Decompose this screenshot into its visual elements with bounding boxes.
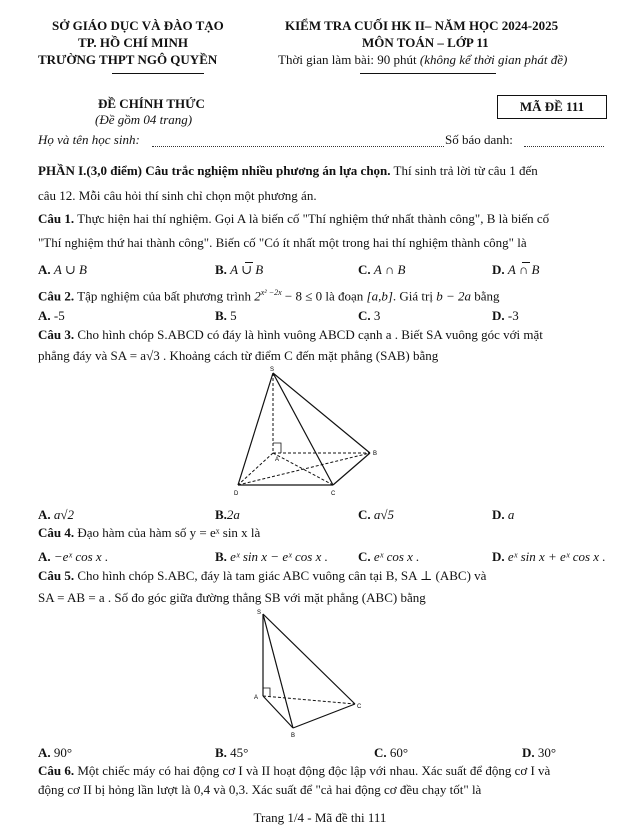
q3-option-b[interactable] bbox=[215, 507, 240, 523]
option-label: B. bbox=[215, 262, 227, 277]
q5-option-b[interactable] bbox=[215, 745, 248, 761]
q1-text-2: "Thí nghiệm thứ hai thành công". Biến cố "Có ít nhất một trong hai thí nghiệm thành công" là bbox=[38, 235, 527, 250]
option-label: D. bbox=[492, 308, 505, 323]
q4-option-d[interactable] bbox=[492, 549, 606, 565]
q2-text-c: là đoạn bbox=[322, 288, 367, 304]
q3-option-c[interactable] bbox=[358, 507, 394, 523]
q5-label-a: A bbox=[254, 695, 259, 701]
q3-label: Câu 3. bbox=[38, 327, 75, 342]
q5-edge-ac bbox=[263, 696, 355, 704]
student-id-field bbox=[524, 146, 604, 147]
exam-code-box: MÃ ĐỀ 111 bbox=[497, 95, 607, 119]
option-label: C. bbox=[374, 745, 387, 760]
q5-option-c-text: 60° bbox=[389, 745, 409, 760]
q3-option-c-text: a√5 bbox=[373, 507, 395, 522]
student-name-label: Họ và tên học sinh: bbox=[38, 132, 140, 147]
q3-option-d-text: a bbox=[507, 507, 515, 522]
option-label: C. bbox=[358, 507, 371, 522]
q3-option-a-text: a√2 bbox=[53, 507, 75, 522]
q4-option-c-text: eˣ cos x . bbox=[373, 549, 420, 564]
q5-option-b-text: 45° bbox=[230, 745, 249, 760]
option-label: B. bbox=[215, 507, 227, 522]
q4-label: Câu 4. bbox=[38, 525, 75, 540]
q2-option-c[interactable] bbox=[358, 308, 380, 324]
option-label: A. bbox=[38, 507, 51, 522]
option-label: A. bbox=[38, 262, 51, 277]
q2-text-a: Tập nghiệm của bất phương trình bbox=[74, 288, 255, 304]
q2-label: Câu 2. bbox=[38, 288, 75, 304]
q2-text-d: . Giá trị bbox=[392, 288, 437, 304]
q1-option-d-overline bbox=[522, 262, 530, 263]
q3-edge-sb bbox=[273, 373, 370, 453]
q3-label-a: A bbox=[275, 457, 280, 463]
q3-label-b: B bbox=[373, 451, 378, 457]
q6-text-2: động cơ II bị hỏng lần lượt là 0,4 và 0,3. Xác suất để "cả hai động cơ đều chạy tốt" là bbox=[38, 782, 482, 797]
q1-option-c[interactable] bbox=[358, 262, 405, 278]
option-label: C. bbox=[358, 262, 371, 277]
header-dept: SỞ GIÁO DỤC VÀ ĐÀO TẠO bbox=[52, 18, 224, 33]
header-left-underline bbox=[112, 73, 204, 74]
q5-edge-sc bbox=[263, 614, 355, 704]
student-id-label: Số báo danh: bbox=[445, 132, 513, 147]
q3-option-d[interactable] bbox=[492, 507, 514, 523]
q1-option-b[interactable] bbox=[215, 262, 263, 278]
q4-option-b-text: eˣ sin x − eˣ cos x . bbox=[230, 549, 328, 564]
q2-interval: [a,b] bbox=[366, 288, 393, 304]
q1-option-d[interactable] bbox=[492, 262, 539, 278]
q5-label-c: C bbox=[357, 704, 362, 710]
q1-option-a[interactable] bbox=[38, 262, 87, 278]
header-time-note: (không kể thời gian phát đề) bbox=[419, 52, 568, 67]
q3-text-2: phẳng đáy và SA = a√3 . Khoảng cách từ điểm C đến mặt phẳng (SAB) bằng bbox=[38, 348, 439, 363]
q5-label-b: B bbox=[291, 733, 296, 738]
option-label: B. bbox=[215, 308, 227, 323]
header-time bbox=[278, 52, 567, 68]
q1-line1 bbox=[38, 208, 549, 230]
option-label: C. bbox=[358, 549, 371, 564]
q4-option-a-text: −eˣ cos x . bbox=[53, 549, 109, 564]
option-label: C. bbox=[358, 308, 371, 323]
q5-right-angle-mark bbox=[263, 688, 270, 696]
q3-option-a[interactable] bbox=[38, 507, 74, 523]
q2-option-d[interactable] bbox=[492, 308, 519, 324]
option-label: D. bbox=[492, 262, 505, 277]
part1-intro-1: Thí sinh trả lời từ câu 1 đến bbox=[390, 163, 538, 178]
header-time-prefix: Thời gian làm bài: 90 phút bbox=[278, 52, 420, 67]
q2-expr: b − 2a bbox=[436, 288, 472, 304]
q1-text-1: Thực hiện hai thí nghiệm. Gọi A là biến cố "Thí nghiệm thứ nhất thành công", B là biến cố bbox=[74, 211, 550, 226]
q2-option-c-text: 3 bbox=[373, 308, 381, 323]
q5-option-d[interactable] bbox=[522, 745, 556, 761]
q4-option-b[interactable] bbox=[215, 549, 328, 565]
q4-option-a[interactable] bbox=[38, 549, 108, 565]
q2-option-b-text: 5 bbox=[230, 308, 237, 323]
option-label: A. bbox=[38, 745, 51, 760]
q2-base: 2 bbox=[254, 288, 261, 304]
q4-option-d-text: eˣ sin x + eˣ cos x . bbox=[507, 549, 606, 564]
option-label: D. bbox=[492, 507, 505, 522]
q3-option-b-text: 2a bbox=[226, 507, 240, 522]
q6-text-1: Một chiếc máy có hai động cơ I và II hoạt động độc lập với nhau. Xác suất để động cơ I và bbox=[74, 763, 551, 778]
q1-option-d-text: A ∩ B bbox=[507, 262, 540, 277]
q3-text-1: Cho hình chóp S.ABCD có đáy là hình vuông ABCD cạnh a . Biết SA vuông góc với mặt bbox=[74, 327, 543, 342]
option-label: A. bbox=[38, 308, 51, 323]
option-label: B. bbox=[215, 549, 227, 564]
q5-pyramid-figure bbox=[245, 608, 375, 738]
q6-label: Câu 6. bbox=[38, 763, 75, 778]
q2-option-d-text: -3 bbox=[507, 308, 519, 323]
q5-line1 bbox=[38, 565, 486, 587]
q3-label-d: D bbox=[234, 491, 239, 497]
part1-heading: PHẦN I.(3,0 điểm) Câu trắc nghiệm nhiều phương án lựa chọn. bbox=[38, 163, 391, 178]
q3-line1 bbox=[38, 324, 543, 346]
q4-line1 bbox=[38, 522, 260, 544]
header-city: TP. HỒ CHÍ MINH bbox=[78, 35, 189, 50]
q1-option-a-text: A ∪ B bbox=[53, 262, 87, 277]
header-exam: KIỂM TRA CUỐI HK II– NĂM HỌC 2024-2025 bbox=[285, 18, 559, 33]
q3-diag-db bbox=[238, 453, 370, 485]
student-name-field bbox=[152, 146, 444, 147]
q1-option-c-text: A ∩ B bbox=[373, 262, 406, 277]
q5-edge-bc bbox=[293, 704, 355, 728]
q2-text-e: bằng bbox=[471, 288, 500, 304]
option-label: B. bbox=[215, 745, 227, 760]
q5-option-d-text: 30° bbox=[537, 745, 557, 760]
q3-label-s: S bbox=[270, 367, 275, 373]
q5-edge-sb bbox=[263, 614, 293, 728]
q2-option-b[interactable] bbox=[215, 308, 237, 324]
q5-label: Câu 5. bbox=[38, 568, 75, 583]
q3-edge-sc bbox=[273, 373, 333, 485]
part1-line1 bbox=[38, 160, 538, 182]
q2-exponent: x² −2x bbox=[260, 288, 282, 297]
official-title: ĐỀ CHÍNH THỨC bbox=[98, 96, 205, 111]
q2-option-a[interactable] bbox=[38, 308, 65, 324]
q4-option-c[interactable] bbox=[358, 549, 419, 565]
q1-option-b-text: A ∪ B bbox=[230, 262, 264, 277]
option-label: A. bbox=[38, 549, 51, 564]
q5-option-c[interactable] bbox=[374, 745, 408, 761]
part1-intro-2: câu 12. Mỗi câu hỏi thí sinh chỉ chọn một phương án. bbox=[38, 188, 317, 203]
official-pages: (Đề gồm 04 trang) bbox=[95, 112, 193, 127]
q5-label-s: S bbox=[257, 610, 262, 616]
q4-text: Đạo hàm của hàm số y = eˣ sin x là bbox=[74, 525, 261, 540]
q5-text-2: SA = AB = a . Số đo góc giữa đường thẳng SB với mặt phẳng (ABC) bằng bbox=[38, 590, 426, 605]
q2-line1 bbox=[38, 282, 500, 307]
q5-option-a-text: 90° bbox=[53, 745, 73, 760]
q3-right-angle-mark bbox=[273, 443, 281, 453]
header-subject: MÔN TOÁN – LỚP 11 bbox=[362, 35, 489, 50]
page-footer: Trang 1/4 - Mã đề thi 111 bbox=[253, 810, 387, 825]
header-right-underline bbox=[360, 73, 496, 74]
q1-label: Câu 1. bbox=[38, 211, 75, 226]
q1-option-b-overline bbox=[245, 262, 253, 263]
option-label: D. bbox=[522, 745, 535, 760]
q3-pyramid-figure bbox=[225, 365, 395, 500]
q2-option-a-text: -5 bbox=[53, 308, 65, 323]
header-school: TRƯỜNG THPT NGÔ QUYỀN bbox=[38, 52, 218, 67]
q2-text-b: − 8 ≤ 0 bbox=[281, 288, 323, 304]
q3-edge-sd bbox=[238, 373, 273, 485]
q5-text-1: Cho hình chóp S.ABC, đáy là tam giác ABC vuông cân tại B, SA ⊥ (ABC) và bbox=[74, 568, 487, 583]
option-label: D. bbox=[492, 549, 505, 564]
q3-label-c: C bbox=[331, 491, 336, 497]
q5-option-a[interactable] bbox=[38, 745, 72, 761]
